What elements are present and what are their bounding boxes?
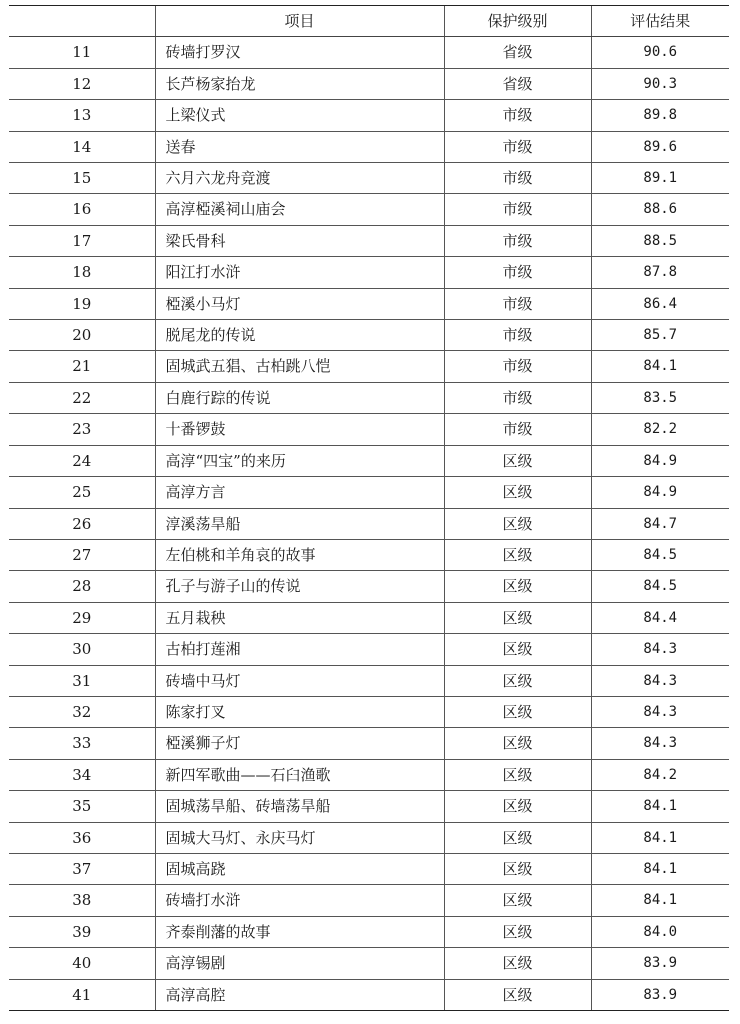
row-number: 37 — [9, 853, 155, 884]
row-number: 17 — [9, 225, 155, 256]
row-number: 40 — [9, 948, 155, 979]
row-number: 18 — [9, 257, 155, 288]
header-row — [9, 6, 729, 37]
row-project-name: 梁氏骨科 — [155, 225, 444, 256]
row-number: 19 — [9, 288, 155, 319]
row-protection-level: 区级 — [444, 728, 591, 759]
row-assessment-score: 84.0 — [591, 916, 729, 947]
row-protection-level: 区级 — [444, 885, 591, 916]
row-project-name: 送春 — [155, 131, 444, 162]
row-project-name: 高淳方言 — [155, 477, 444, 508]
table-row — [9, 728, 729, 759]
row-assessment-score: 89.8 — [591, 100, 729, 131]
row-assessment-score: 84.2 — [591, 759, 729, 790]
row-protection-level: 市级 — [444, 288, 591, 319]
row-number: 12 — [9, 68, 155, 99]
table-row — [9, 100, 729, 131]
table-row — [9, 257, 729, 288]
row-protection-level: 市级 — [444, 382, 591, 413]
row-assessment-score: 84.1 — [591, 351, 729, 382]
row-protection-level: 区级 — [444, 822, 591, 853]
row-assessment-score: 84.5 — [591, 571, 729, 602]
row-assessment-score: 84.1 — [591, 822, 729, 853]
row-number: 30 — [9, 634, 155, 665]
row-project-name: 固城大马灯、永庆马灯 — [155, 822, 444, 853]
row-project-name: 十番锣鼓 — [155, 414, 444, 445]
row-project-name: 高淳高腔 — [155, 979, 444, 1010]
row-number: 21 — [9, 351, 155, 382]
row-protection-level: 区级 — [444, 571, 591, 602]
row-assessment-score: 90.6 — [591, 37, 729, 68]
row-protection-level: 区级 — [444, 853, 591, 884]
row-number: 31 — [9, 665, 155, 696]
table-row — [9, 351, 729, 382]
row-project-name: 陈家打叉 — [155, 696, 444, 727]
row-project-name: 脱尾龙的传说 — [155, 320, 444, 351]
row-number: 26 — [9, 508, 155, 539]
table-row — [9, 602, 729, 633]
row-assessment-score: 84.3 — [591, 696, 729, 727]
row-number: 36 — [9, 822, 155, 853]
row-project-name: 上梁仪式 — [155, 100, 444, 131]
row-protection-level: 区级 — [444, 759, 591, 790]
row-number: 13 — [9, 100, 155, 131]
row-protection-level: 市级 — [444, 257, 591, 288]
row-project-name: 六月六龙舟竞渡 — [155, 163, 444, 194]
table-row — [9, 822, 729, 853]
table-row — [9, 163, 729, 194]
row-project-name: 椏溪狮子灯 — [155, 728, 444, 759]
header-protection-level: 保护级别 — [444, 6, 591, 37]
row-assessment-score: 84.3 — [591, 665, 729, 696]
table-row — [9, 571, 729, 602]
row-project-name: 淳溪荡旱船 — [155, 508, 444, 539]
heritage-assessment-table — [9, 5, 729, 1011]
row-protection-level: 区级 — [444, 602, 591, 633]
row-number: 15 — [9, 163, 155, 194]
row-assessment-score: 84.9 — [591, 445, 729, 476]
row-project-name: 砖墙中马灯 — [155, 665, 444, 696]
table-row — [9, 414, 729, 445]
row-assessment-score: 84.5 — [591, 539, 729, 570]
row-assessment-score: 84.3 — [591, 728, 729, 759]
row-number: 29 — [9, 602, 155, 633]
row-project-name: 砖墙打罗汉 — [155, 37, 444, 68]
row-protection-level: 市级 — [444, 320, 591, 351]
row-number: 23 — [9, 414, 155, 445]
row-assessment-score: 84.7 — [591, 508, 729, 539]
table-row — [9, 225, 729, 256]
row-assessment-score: 88.6 — [591, 194, 729, 225]
row-number: 35 — [9, 791, 155, 822]
row-project-name: 齐泰削藩的故事 — [155, 916, 444, 947]
table-row — [9, 37, 729, 68]
row-protection-level: 市级 — [444, 100, 591, 131]
row-project-name: 固城荡旱船、砖墙荡旱船 — [155, 791, 444, 822]
row-project-name: 椏溪小马灯 — [155, 288, 444, 319]
row-project-name: 高淳“四宝”的来历 — [155, 445, 444, 476]
row-number: 20 — [9, 320, 155, 351]
row-project-name: 固城武五猖、古柏跳八恺 — [155, 351, 444, 382]
row-project-name: 新四军歌曲——石臼渔歌 — [155, 759, 444, 790]
row-assessment-score: 84.4 — [591, 602, 729, 633]
row-assessment-score: 89.1 — [591, 163, 729, 194]
table-row — [9, 696, 729, 727]
row-number: 28 — [9, 571, 155, 602]
row-protection-level: 区级 — [444, 665, 591, 696]
table-row — [9, 194, 729, 225]
row-protection-level: 区级 — [444, 508, 591, 539]
row-protection-level: 区级 — [444, 791, 591, 822]
row-number: 16 — [9, 194, 155, 225]
row-assessment-score: 83.9 — [591, 948, 729, 979]
row-project-name: 五月栽秧 — [155, 602, 444, 633]
row-number: 25 — [9, 477, 155, 508]
row-assessment-score: 84.3 — [591, 634, 729, 665]
row-number: 27 — [9, 539, 155, 570]
row-protection-level: 区级 — [444, 948, 591, 979]
row-project-name: 阳江打水浒 — [155, 257, 444, 288]
row-assessment-score: 84.1 — [591, 791, 729, 822]
row-assessment-score: 89.6 — [591, 131, 729, 162]
row-number: 34 — [9, 759, 155, 790]
row-protection-level: 区级 — [444, 916, 591, 947]
row-project-name: 长芦杨家抬龙 — [155, 68, 444, 99]
row-project-name: 古柏打莲湘 — [155, 634, 444, 665]
table-row — [9, 634, 729, 665]
row-number: 32 — [9, 696, 155, 727]
row-assessment-score: 83.9 — [591, 979, 729, 1010]
row-assessment-score: 85.7 — [591, 320, 729, 351]
row-protection-level: 区级 — [444, 634, 591, 665]
row-number: 14 — [9, 131, 155, 162]
row-number: 33 — [9, 728, 155, 759]
table-row — [9, 288, 729, 319]
table-row — [9, 382, 729, 413]
table-row — [9, 759, 729, 790]
header-project: 项目 — [155, 6, 444, 37]
row-protection-level: 区级 — [444, 979, 591, 1010]
table-row — [9, 791, 729, 822]
row-protection-level: 区级 — [444, 539, 591, 570]
row-protection-level: 市级 — [444, 131, 591, 162]
row-project-name: 固城高跷 — [155, 853, 444, 884]
row-project-name: 白鹿行踪的传说 — [155, 382, 444, 413]
row-assessment-score: 84.9 — [591, 477, 729, 508]
row-protection-level: 区级 — [444, 696, 591, 727]
row-protection-level: 省级 — [444, 68, 591, 99]
header-assessment-result: 评估结果 — [591, 6, 729, 37]
row-project-name: 砖墙打水浒 — [155, 885, 444, 916]
row-assessment-score: 84.1 — [591, 885, 729, 916]
row-number: 38 — [9, 885, 155, 916]
table-body — [9, 37, 729, 1011]
row-protection-level: 区级 — [444, 477, 591, 508]
table-row — [9, 131, 729, 162]
table-row — [9, 885, 729, 916]
row-protection-level: 市级 — [444, 194, 591, 225]
row-assessment-score: 86.4 — [591, 288, 729, 319]
table-row — [9, 979, 729, 1010]
row-project-name: 高淳椏溪祠山庙会 — [155, 194, 444, 225]
table-row — [9, 508, 729, 539]
row-number: 22 — [9, 382, 155, 413]
row-protection-level: 市级 — [444, 225, 591, 256]
row-assessment-score: 87.8 — [591, 257, 729, 288]
row-number: 39 — [9, 916, 155, 947]
row-protection-level: 市级 — [444, 414, 591, 445]
table-row — [9, 853, 729, 884]
table-row — [9, 445, 729, 476]
row-project-name: 孔子与游子山的传说 — [155, 571, 444, 602]
row-project-name: 高淳锡剧 — [155, 948, 444, 979]
table-row — [9, 539, 729, 570]
row-assessment-score: 90.3 — [591, 68, 729, 99]
table-row — [9, 477, 729, 508]
row-assessment-score: 83.5 — [591, 382, 729, 413]
row-assessment-score: 84.1 — [591, 853, 729, 884]
row-protection-level: 省级 — [444, 37, 591, 68]
row-project-name: 左伯桃和羊角哀的故事 — [155, 539, 444, 570]
table-row — [9, 948, 729, 979]
table-header — [9, 6, 729, 37]
row-protection-level: 市级 — [444, 351, 591, 382]
row-protection-level: 区级 — [444, 445, 591, 476]
header-number — [9, 6, 155, 37]
row-number: 41 — [9, 979, 155, 1010]
row-assessment-score: 82.2 — [591, 414, 729, 445]
table-row — [9, 68, 729, 99]
row-number: 24 — [9, 445, 155, 476]
row-protection-level: 市级 — [444, 163, 591, 194]
row-assessment-score: 88.5 — [591, 225, 729, 256]
table-row — [9, 665, 729, 696]
heritage-assessment-table-container — [9, 5, 729, 1011]
table-row — [9, 320, 729, 351]
row-number: 11 — [9, 37, 155, 68]
table-row — [9, 916, 729, 947]
